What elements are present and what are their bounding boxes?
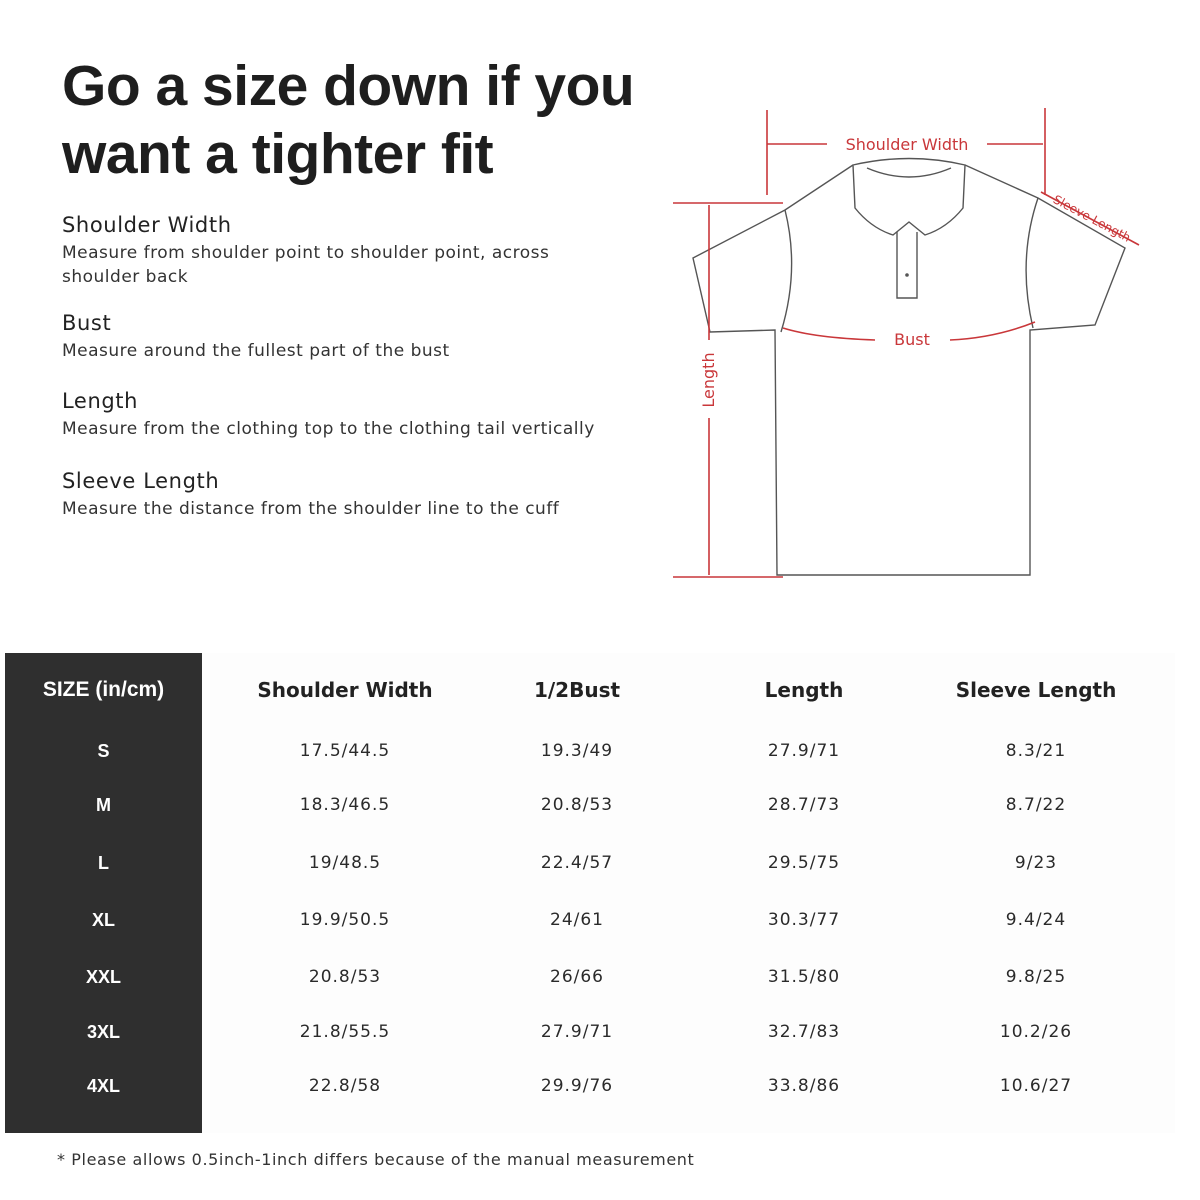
table-cell: 31.5/80 — [767, 967, 841, 987]
headline: Go a size down if you want a tighter fit — [62, 54, 635, 186]
definition-description: Measure the distance from the shoulder line to the cuff — [62, 499, 560, 519]
table-cell: 26/66 — [550, 967, 604, 987]
bust-label: Bust — [894, 330, 930, 349]
table-cell: 22.8/58 — [308, 1076, 382, 1096]
column-header-sleeve-length: Sleeve Length — [955, 678, 1117, 702]
table-cell: 19.3/49 — [540, 741, 614, 761]
table-cell: 22.4/57 — [540, 853, 614, 873]
size-label: S — [97, 740, 110, 761]
column-header-length: Length — [764, 678, 844, 702]
measurement-footnote: * Please allows 0.5inch-1inch differs because of the manual measurement — [57, 1150, 695, 1169]
table-cell: 8.3/21 — [1005, 741, 1067, 761]
table-cell: 29.5/75 — [767, 853, 841, 873]
table-cell: 21.8/55.5 — [299, 1022, 391, 1042]
definition-description: Measure around the fullest part of the bust — [62, 341, 450, 361]
table-cell: 27.9/71 — [540, 1022, 614, 1042]
size-label: M — [96, 794, 111, 815]
table-cell: 28.7/73 — [767, 795, 841, 815]
table-cell: 9/23 — [1014, 853, 1058, 873]
table-cell: 9.8/25 — [1005, 967, 1067, 987]
size-label: L — [98, 852, 109, 873]
definition-title: Shoulder Width — [62, 213, 232, 237]
table-cell: 9.4/24 — [1005, 910, 1067, 930]
table-cell: 17.5/44.5 — [299, 741, 391, 761]
definition-sleeve-length — [62, 467, 622, 521]
column-header-shoulder-width: Shoulder Width — [257, 678, 433, 702]
definition-title: Bust — [62, 311, 112, 335]
table-cell: 18.3/46.5 — [299, 795, 391, 815]
table-cell: 19/48.5 — [308, 853, 382, 873]
size-chart-table — [5, 653, 1175, 1133]
definition-shoulder-width — [62, 211, 622, 289]
measurement-definitions — [62, 211, 622, 535]
column-header-half-bust: 1/2Bust — [533, 678, 621, 702]
definition-length — [62, 387, 622, 441]
table-cell: 30.3/77 — [767, 910, 841, 930]
table-cell: 29.9/76 — [540, 1076, 614, 1096]
polo-shirt-outline — [693, 159, 1125, 576]
button-icon — [905, 273, 909, 277]
table-cell: 20.8/53 — [540, 795, 614, 815]
table-cell: 32.7/83 — [767, 1022, 841, 1042]
table-cell: 20.8/53 — [308, 967, 382, 987]
table-cell: 8.7/22 — [1005, 795, 1067, 815]
definition-description: Measure from the clothing top to the clothing tail vertically — [62, 419, 595, 439]
table-cell: 19.9/50.5 — [299, 910, 391, 930]
definition-title: Length — [62, 389, 139, 413]
polo-shirt-diagram — [665, 100, 1165, 590]
definition-description: Measure from shoulder point to shoulder point, across shoulder back — [62, 243, 550, 287]
size-label: XXL — [85, 966, 121, 987]
definition-title: Sleeve Length — [62, 469, 220, 493]
definition-bust — [62, 309, 622, 363]
shoulder-width-label: Shoulder Width — [845, 135, 969, 154]
size-label: 3XL — [86, 1021, 120, 1042]
size-column-header: SIZE (in/cm) — [42, 678, 165, 701]
table-cell: 27.9/71 — [767, 741, 841, 761]
table-cell: 33.8/86 — [767, 1076, 841, 1096]
size-label: XL — [91, 909, 115, 930]
measurements-area — [202, 653, 1175, 1133]
sleeve-length-label: Sleeve Length — [1050, 192, 1133, 245]
size-column — [5, 653, 202, 1133]
length-label: Length — [699, 352, 718, 408]
size-label: 4XL — [86, 1075, 120, 1096]
table-cell: 10.2/26 — [999, 1022, 1073, 1042]
table-cell: 10.6/27 — [999, 1076, 1073, 1096]
table-cell: 24/61 — [550, 910, 604, 930]
